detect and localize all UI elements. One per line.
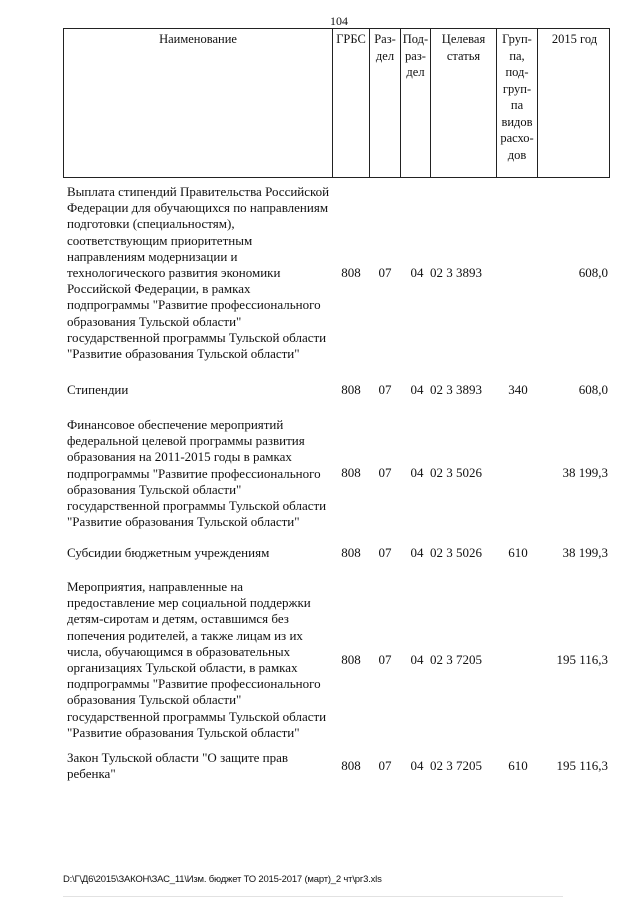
row-name-line: Финансовое обеспечение мероприятий [67,417,284,432]
row-podrazdel: 04 [410,382,424,397]
row-celevaya: 02 3 7205 [430,652,482,667]
row-name-line: "Развитие образования Тульской области" [67,724,300,740]
row-gruppa: 610 [508,545,528,560]
row-razdel: 07 [378,545,392,560]
row-amount: 195 116,3 [556,652,608,667]
table-row [0,417,640,532]
row-celevaya: 02 3 5026 [430,465,482,480]
header-gruppa: Груп- па, под- груп- па видов расхо- дов [497,29,538,177]
row-razdel: 07 [378,652,392,667]
row-name-line: числа, обучающимся в образовательных [67,643,291,659]
row-celevaya: 02 3 3893 [430,382,482,397]
header-name: Наименование [64,29,333,177]
row-name-line: Закон Тульской области "О защите прав [67,750,289,765]
row-name-line: детям-сиротам и детям, оставшимся без [67,611,289,627]
row-name-line: государственной программы Тульской области [67,498,327,514]
row-name-line: направлениям модернизации и [67,248,238,264]
row-amount: 608,0 [578,265,608,280]
row-grbs: 808 [341,382,361,397]
row-amount: 38 199,3 [562,465,608,480]
row-podrazdel: 04 [410,465,424,480]
header-razdel: Раз- дел [370,29,401,177]
row-name-line: федеральной целевой программы развития [67,433,305,449]
row-podrazdel: 04 [410,545,424,560]
header-grbs: ГРБС [333,29,370,177]
row-name-line: Субсидии бюджетным учреждениям [67,545,270,560]
row-name-line: Российской Федерации, в рамках [67,281,251,297]
row-gruppa: 340 [508,382,528,397]
row-podrazdel: 04 [410,265,424,280]
table-row [0,579,640,743]
row-name-line: подпрограммы "Развитие профессионального [67,676,321,692]
row-name-line: соответствующим приоритетным [67,232,253,248]
row-grbs: 808 [341,465,361,480]
row-razdel: 07 [378,758,392,773]
header-celevaya: Целевая статья [431,29,497,177]
row-gruppa: 610 [508,758,528,773]
row-name-line: государственной программы Тульской области [67,708,327,724]
row-name-line: образования на 2011-2015 годы в рамках [67,449,292,465]
header-year: 2015 год [551,32,598,46]
row-name-line: подготовки (специальностям), [67,216,235,232]
row-celevaya: 02 3 5026 [430,545,482,560]
table-row [0,750,640,784]
page-number: 104 [330,14,348,28]
row-amount: 38 199,3 [562,545,608,560]
row-razdel: 07 [378,265,392,280]
row-razdel: 07 [378,382,392,397]
row-grbs: 808 [341,758,361,773]
row-razdel: 07 [378,465,392,480]
row-name-line: предоставление мер социальной поддержки [67,595,311,611]
row-name-line: Выплата стипендий Правительства Российской [67,184,330,199]
header-podrazdel: Под- раз- дел [401,29,431,177]
row-amount: 608,0 [578,382,608,397]
row-grbs: 808 [341,265,361,280]
row-podrazdel: 04 [410,758,424,773]
row-name-line: технологического развития экономики [67,265,281,281]
table-row [0,382,640,400]
table-row [0,545,640,563]
row-name-line: государственной программы Тульской области [67,329,327,345]
row-name [67,579,335,741]
row-name [67,184,335,362]
row-name [67,417,335,530]
row-name-line: подпрограммы "Развитие профессионального [67,297,321,313]
row-grbs: 808 [341,652,361,667]
file-path-footer: D:\Г\Д6\2015\ЗАКОН\ЗАС_11\Изм. бюджет ТО 2015-2017 (март)_2 чт\рг3.xls [63,874,382,885]
row-name-line: образования Тульской области" [67,692,242,708]
table-row [0,184,640,364]
row-name-line: организациях Тульской области, в рамках [67,660,298,676]
row-name [67,750,335,782]
row-name-line: Мероприятия, направленные на [67,579,244,594]
row-name-line: Стипендии [67,382,129,397]
row-celevaya: 02 3 7205 [430,758,482,773]
row-name-line: попечения родителей, а также лицам из их [67,627,303,643]
row-name-line: подпрограммы "Развитие профессионального [67,465,321,481]
row-name [67,382,335,398]
table-header [63,28,610,178]
row-name-line: образования Тульской области" [67,313,242,329]
row-celevaya: 02 3 3893 [430,265,482,280]
row-name-line: Федерации для обучающихся по направлениям [67,200,329,216]
row-name-line: ребенка" [67,766,116,782]
scan-artifact-line [63,896,563,897]
row-amount: 195 116,3 [556,758,608,773]
row-name-line: образования Тульской области" [67,481,242,497]
row-name-line: "Развитие образования Тульской области" [67,346,300,362]
row-name-line: "Развитие образования Тульской области" [67,514,300,530]
row-name [67,545,335,561]
row-podrazdel: 04 [410,652,424,667]
row-grbs: 808 [341,545,361,560]
